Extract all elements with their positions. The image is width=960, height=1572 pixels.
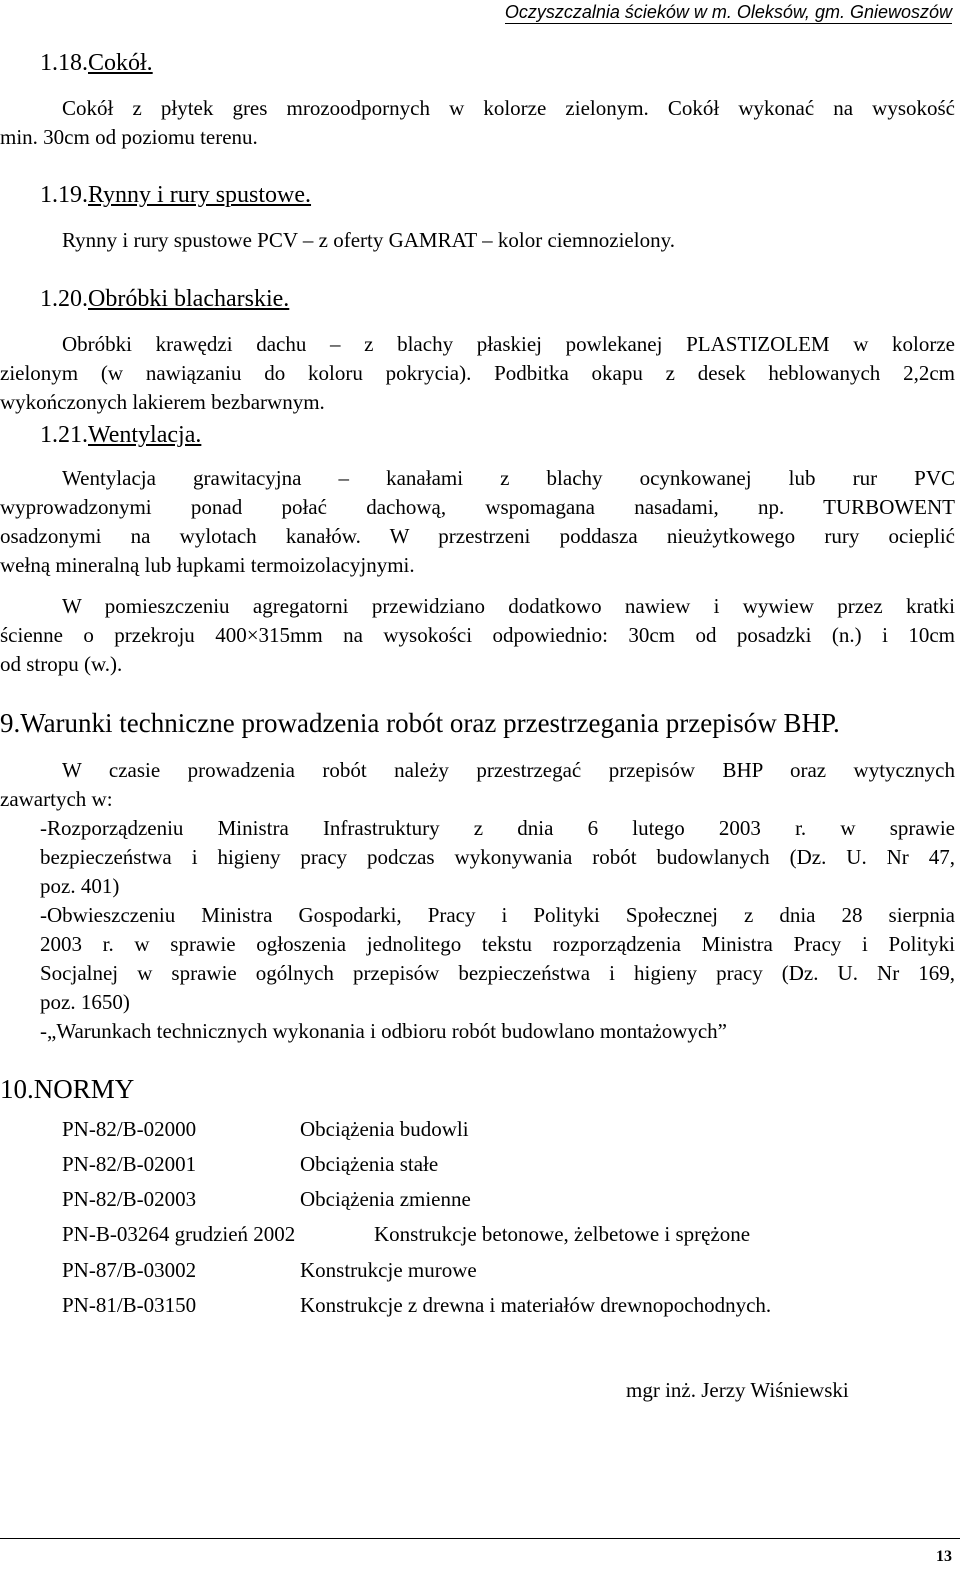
text-line: wyprowadzonymi ponad połać dachową, wspomagana nasadami, np. TURBOWENT: [0, 495, 955, 519]
paragraph-obrobki: [0, 330, 955, 417]
text-line: osadzonymi na wylotach kanałów. W przestrzeni poddasza nieużytkowego rury ocieplić: [0, 524, 955, 548]
text-line: wykończonych lakierem bezbarwnym.: [0, 390, 325, 414]
text-line: Socjalnej w sprawie ogólnych przepisów bezpieczeństwa i higieny pracy (Dz. U. Nr 169,: [40, 961, 955, 985]
text-line: zielonym (w nawiązaniu do koloru pokrycia). Podbitka okapu z desek heblowanych 2,2cm: [0, 361, 955, 385]
paragraph-rynny: [62, 226, 675, 255]
section-number: 1.21.: [40, 422, 88, 448]
norm-code: PN-82/B-02000: [62, 1117, 197, 1141]
section-heading-10: [0, 1074, 134, 1105]
text-line: -Obwieszczeniu Ministra Gospodarki, Pracy i Polityki Społecznej z dnia 28 sierpnia: [40, 903, 955, 927]
section-number: 9.: [0, 708, 21, 738]
text-line: Rynny i rury spustowe PCV – z oferty GAMRAT – kolor ciemnozielony.: [62, 228, 675, 252]
section-heading-1-19: [40, 182, 311, 209]
text-line: ścienne o przekroju 400×315mm na wysokości odpowiednio: 30cm od posadzki (n.) i 10cm: [0, 623, 955, 647]
author-signature: mgr inż. Jerzy Wiśniewski: [626, 1378, 849, 1402]
section-number: 1.19.: [40, 182, 88, 208]
page-number: 13: [936, 1548, 952, 1565]
paragraph-wentylacja: [0, 464, 955, 580]
text-line: poz. 1650): [40, 990, 130, 1014]
text-line: Obróbki krawędzi dachu – z blachy płaskiej powlekanej PLASTIZOLEM w kolorze: [62, 332, 955, 356]
section-heading-9: [0, 708, 840, 739]
text-line: od stropu (w.).: [0, 652, 123, 676]
section-heading-1-21: [40, 422, 201, 449]
norm-code: PN-B-03264 grudzień 2002: [62, 1222, 296, 1246]
bhp-item-1: [40, 814, 955, 901]
text-line: 2003 r. w sprawie ogłoszenia jednolitego tekstu rozporządzenia Ministra Pracy i Polityki: [40, 932, 955, 956]
norm-code: PN-82/B-02003: [62, 1187, 197, 1211]
text-line: min. 30cm od poziomu terenu.: [0, 125, 258, 149]
section-title: Cokół.: [88, 50, 153, 76]
text-line: Cokół z płytek gres mrozoodpornych w kolorze zielonym. Cokół wykonać na wysokość: [62, 96, 955, 120]
norm-description: Konstrukcje murowe: [300, 1258, 477, 1282]
norm-description: Obciążenia budowli: [300, 1117, 469, 1141]
section-heading-1-20: [40, 286, 289, 313]
text-line: W czasie prowadzenia robót należy przestrzegać przepisów BHP oraz wytycznych: [62, 758, 955, 782]
norm-description: Konstrukcje z drewna i materiałów drewnopochodnych.: [300, 1293, 772, 1317]
norm-code: PN-81/B-03150: [62, 1293, 197, 1317]
text-line: wełną mineralną lub łupkami termoizolacyjnymi.: [0, 553, 415, 577]
section-heading-1-18: [40, 50, 153, 77]
text-line: W pomieszczeniu agregatorni przewidziano dodatkowo nawiew i wywiew przez kratki: [62, 594, 955, 618]
text-line: -„Warunkach technicznych wykonania i odbioru robót budowlano montażowych”: [40, 1019, 728, 1043]
section-title: Obróbki blacharskie.: [88, 286, 290, 312]
bhp-item-3: [40, 1017, 727, 1046]
section-number: 1.20.: [40, 286, 88, 312]
text-line: poz. 401): [40, 874, 120, 898]
text-line: bezpieczeństwa i higieny pracy podczas wykonywania robót budowlanych (Dz. U. Nr 47,: [40, 845, 955, 869]
bhp-item-2: [40, 901, 955, 1017]
norm-description: Obciążenia stałe: [300, 1152, 439, 1176]
norm-code: PN-82/B-02001: [62, 1152, 197, 1176]
section-number: 1.18.: [40, 50, 88, 76]
text-line: Wentylacja grawitacyjna – kanałami z blachy ocynkowanej lub rur PVC: [62, 466, 955, 490]
section-title: NORMY: [33, 1074, 135, 1104]
paragraph-agregatornia: [0, 592, 955, 679]
running-header: Oczyszczalnia ścieków w m. Oleksów, gm. Gniewoszów: [504, 2, 952, 22]
norm-code: PN-87/B-03002: [62, 1258, 197, 1282]
section-title: Rynny i rury spustowe.: [88, 182, 312, 208]
section-number: 10.: [0, 1074, 34, 1104]
paragraph-cokol: [0, 94, 955, 152]
section-title: Wentylacja.: [88, 422, 202, 448]
norm-description: Konstrukcje betonowe, żelbetowe i sprężone: [374, 1222, 751, 1246]
text-line: zawartych w:: [0, 787, 113, 811]
paragraph-bhp-intro: [0, 756, 955, 814]
footer-divider: [0, 1538, 960, 1539]
text-line: -Rozporządzeniu Ministra Infrastruktury z dnia 6 lutego 2003 r. w sprawie: [40, 816, 955, 840]
section-title: Warunki techniczne prowadzenia robót oraz przestrzegania przepisów BHP.: [20, 708, 840, 738]
norm-description: Obciążenia zmienne: [300, 1187, 471, 1211]
